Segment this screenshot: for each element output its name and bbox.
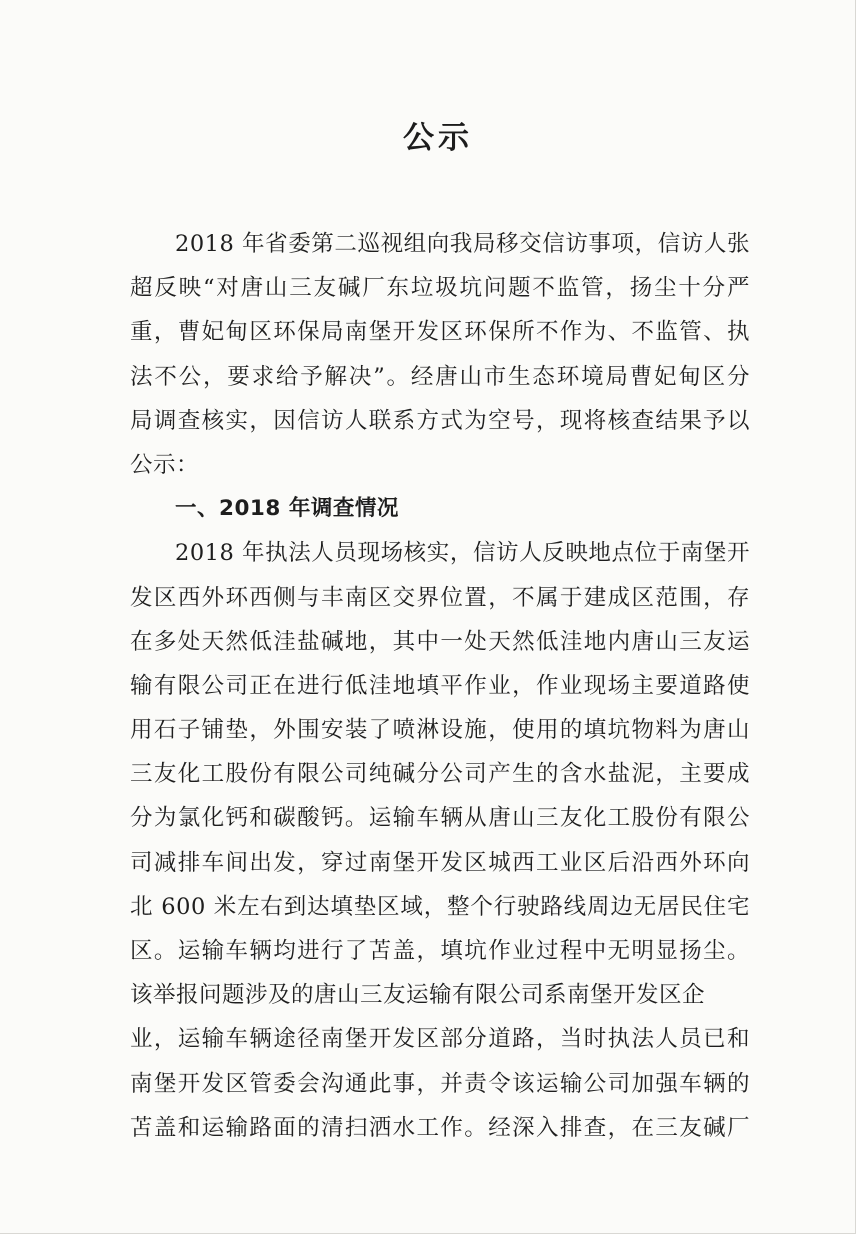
section-heading: 一、2018 年调查情况 [175,496,399,522]
document-body [130,222,750,1150]
section-line: 业，运输车辆途径南堡开发区部分道路，当时执法人员已和 [130,1026,750,1053]
paragraph-line: 重，曹妃甸区环保局南堡开发区环保所不作为、不监管、执 [130,319,750,346]
section-line: 区。运输车辆均进行了苫盖，填坑作业过程中无明显扬尘。 [130,938,750,964]
section-line: 三友化工股份有限公司纯碱分公司产生的含水盐泥，主要成 [130,761,750,788]
section-line: 2018 年执法人员现场核实，信访人反映地点位于南堡开 [175,540,750,567]
paragraph-line: 2018 年省委第二巡视组向我局移交信访事项，信访人张 [175,231,750,257]
section-line: 用石子铺垫，外围安装了喷淋设施，使用的填坑物料为唐山 [130,717,750,744]
paragraph-line: 公示： [130,451,200,478]
section-line: 发区西外环西侧与丰南区交界位置，不属于建成区范围，存 [130,584,750,611]
paragraph-line: 超反映“对唐山三友碱厂东垃圾坑问题不监管，扬尘十分严 [130,275,750,302]
section-line: 苫盖和运输路面的清扫洒水工作。经深入排查，在三友碱厂 [130,1114,750,1141]
section-line: 分为氯化钙和碳酸钙。运输车辆从唐山三友化工股份有限公 [130,805,750,832]
section-line: 输有限公司正在进行低洼地填平作业，作业现场主要道路使 [130,672,750,699]
paragraph-line: 法不公，要求给予解决”。经唐山市生态环境局曹妃甸区分 [130,363,750,390]
section-line: 北 600 米左右到达填垫区域，整个行驶路线周边无居民住宅 [130,893,750,920]
section-line: 该举报问题涉及的唐山三友运输有限公司系南堡开发区企 [130,982,706,1009]
section-line: 南堡开发区管委会沟通此事，并责令该运输公司加强车辆的 [130,1070,750,1097]
section-line: 在多处天然低洼盐碱地，其中一处天然低洼地内唐山三友运 [130,628,750,655]
document-title: 公示 [403,120,473,156]
paragraph-line: 局调查核实，因信访人联系方式为空号，现将核查结果予以 [130,407,750,434]
section-line: 司减排车间出发，穿过南堡开发区城西工业区后沿西外环向 [130,849,750,876]
